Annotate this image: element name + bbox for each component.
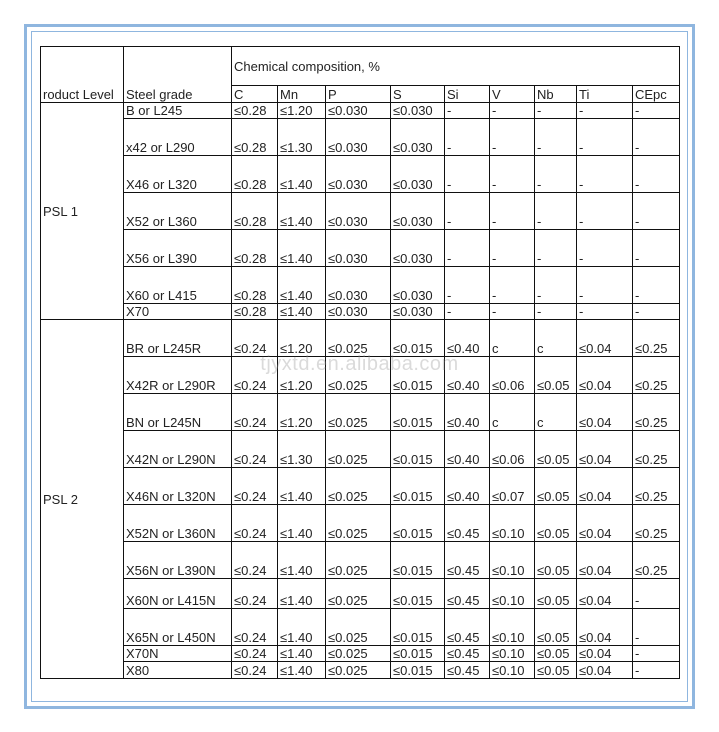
composition-cell-p: ≤0.025 xyxy=(326,394,391,431)
composition-cell-v: c xyxy=(490,320,535,357)
composition-cell-cepc: - xyxy=(633,267,680,304)
composition-cell-p: ≤0.025 xyxy=(326,357,391,394)
composition-cell-c: ≤0.24 xyxy=(232,662,278,679)
watermark: tjyxtd.en.alibaba.com xyxy=(260,353,459,375)
composition-cell-p: ≤0.025 xyxy=(326,468,391,505)
composition-cell-v: - xyxy=(490,156,535,193)
composition-cell-cepc: - xyxy=(633,662,680,679)
composition-cell-s: ≤0.030 xyxy=(391,156,445,193)
composition-cell-mn: ≤1.40 xyxy=(278,542,326,579)
composition-cell-ti: - xyxy=(577,267,633,304)
composition-cell-c: ≤0.24 xyxy=(232,320,278,357)
composition-cell-ti: - xyxy=(577,193,633,230)
composition-cell-nb: - xyxy=(535,156,577,193)
composition-cell-cepc: - xyxy=(633,579,680,609)
composition-cell-v: - xyxy=(490,267,535,304)
composition-cell-c: ≤0.28 xyxy=(232,119,278,156)
composition-cell-s: ≤0.015 xyxy=(391,646,445,662)
steel-grade-cell: X70N xyxy=(124,646,232,662)
composition-cell-v: ≤0.10 xyxy=(490,579,535,609)
composition-cell-si: ≤0.45 xyxy=(445,662,490,679)
composition-cell-mn: ≤1.40 xyxy=(278,505,326,542)
composition-cell-c: ≤0.24 xyxy=(232,357,278,394)
steel-grade-cell: X46N or L320N xyxy=(124,468,232,505)
composition-cell-cepc: - xyxy=(633,119,680,156)
table-row xyxy=(41,119,680,156)
steel-grade-cell: X46 or L320 xyxy=(124,156,232,193)
composition-cell-mn: ≤1.20 xyxy=(278,103,326,119)
composition-cell-nb: ≤0.05 xyxy=(535,579,577,609)
table-row xyxy=(41,320,680,357)
composition-cell-p: ≤0.025 xyxy=(326,320,391,357)
composition-cell-s: ≤0.015 xyxy=(391,320,445,357)
table-row xyxy=(41,609,680,646)
composition-cell-mn: ≤1.30 xyxy=(278,119,326,156)
composition-cell-c: ≤0.28 xyxy=(232,156,278,193)
composition-cell-s: ≤0.030 xyxy=(391,193,445,230)
composition-cell-p: ≤0.025 xyxy=(326,609,391,646)
composition-cell-p: ≤0.025 xyxy=(326,662,391,679)
composition-cell-si: ≤0.40 xyxy=(445,394,490,431)
composition-cell-mn: ≤1.40 xyxy=(278,267,326,304)
composition-cell-cepc: - xyxy=(633,304,680,320)
composition-cell-si: ≤0.45 xyxy=(445,646,490,662)
composition-cell-s: ≤0.015 xyxy=(391,431,445,468)
steel-grade-cell: BR or L245R xyxy=(124,320,232,357)
steel-grade-cell: X42N or L290N xyxy=(124,431,232,468)
table-row xyxy=(41,103,680,119)
composition-cell-s: ≤0.015 xyxy=(391,579,445,609)
steel-grade-cell: BN or L245N xyxy=(124,394,232,431)
composition-cell-nb: - xyxy=(535,267,577,304)
header-row-top xyxy=(41,47,680,86)
composition-cell-p: ≤0.030 xyxy=(326,193,391,230)
composition-cell-mn: ≤1.40 xyxy=(278,579,326,609)
element-header-nb: Nb xyxy=(535,86,577,103)
composition-cell-c: ≤0.24 xyxy=(232,431,278,468)
composition-cell-s: ≤0.015 xyxy=(391,505,445,542)
composition-cell-ti: ≤0.04 xyxy=(577,646,633,662)
composition-cell-nb: ≤0.05 xyxy=(535,431,577,468)
composition-cell-v: ≤0.10 xyxy=(490,542,535,579)
composition-cell-mn: ≤1.30 xyxy=(278,431,326,468)
composition-cell-p: ≤0.025 xyxy=(326,505,391,542)
composition-cell-v: ≤0.10 xyxy=(490,505,535,542)
product-level-header: roduct Level xyxy=(41,47,124,103)
composition-cell-si: - xyxy=(445,267,490,304)
composition-cell-cepc: ≤0.25 xyxy=(633,357,680,394)
composition-cell-v: ≤0.07 xyxy=(490,468,535,505)
composition-cell-v: ≤0.06 xyxy=(490,431,535,468)
composition-cell-ti: ≤0.04 xyxy=(577,468,633,505)
composition-cell-si: ≤0.45 xyxy=(445,579,490,609)
composition-cell-v: - xyxy=(490,193,535,230)
composition-cell-mn: ≤1.40 xyxy=(278,646,326,662)
composition-cell-c: ≤0.24 xyxy=(232,646,278,662)
composition-cell-s: ≤0.030 xyxy=(391,103,445,119)
composition-cell-cepc: - xyxy=(633,156,680,193)
element-header-s: S xyxy=(391,86,445,103)
composition-cell-mn: ≤1.20 xyxy=(278,357,326,394)
composition-cell-mn: ≤1.40 xyxy=(278,193,326,230)
composition-cell-s: ≤0.030 xyxy=(391,230,445,267)
composition-cell-cepc: ≤0.25 xyxy=(633,505,680,542)
element-header-p: P xyxy=(326,86,391,103)
composition-cell-v: ≤0.06 xyxy=(490,357,535,394)
composition-cell-nb: ≤0.05 xyxy=(535,542,577,579)
steel-grade-cell: X60N or L415N xyxy=(124,579,232,609)
composition-cell-v: - xyxy=(490,119,535,156)
composition-cell-s: ≤0.015 xyxy=(391,468,445,505)
composition-cell-c: ≤0.24 xyxy=(232,542,278,579)
composition-cell-si: - xyxy=(445,230,490,267)
composition-cell-mn: ≤1.20 xyxy=(278,320,326,357)
composition-cell-ti: ≤0.04 xyxy=(577,394,633,431)
table-row xyxy=(41,394,680,431)
composition-cell-ti: ≤0.04 xyxy=(577,609,633,646)
composition-cell-v: ≤0.10 xyxy=(490,646,535,662)
composition-cell-mn: ≤1.40 xyxy=(278,662,326,679)
composition-cell-cepc: ≤0.25 xyxy=(633,431,680,468)
composition-cell-c: ≤0.28 xyxy=(232,103,278,119)
composition-cell-c: ≤0.28 xyxy=(232,230,278,267)
composition-cell-cepc: - xyxy=(633,103,680,119)
element-header-ti: Ti xyxy=(577,86,633,103)
steel-grade-cell: X56 or L390 xyxy=(124,230,232,267)
composition-cell-nb: c xyxy=(535,320,577,357)
table-row xyxy=(41,431,680,468)
composition-cell-p: ≤0.030 xyxy=(326,267,391,304)
composition-cell-nb: ≤0.05 xyxy=(535,357,577,394)
table-row xyxy=(41,468,680,505)
steel-grade-cell: B or L245 xyxy=(124,103,232,119)
composition-cell-si: - xyxy=(445,304,490,320)
composition-cell-si: ≤0.45 xyxy=(445,542,490,579)
composition-cell-s: ≤0.030 xyxy=(391,267,445,304)
composition-cell-p: ≤0.025 xyxy=(326,579,391,609)
composition-cell-ti: ≤0.04 xyxy=(577,662,633,679)
composition-cell-c: ≤0.24 xyxy=(232,505,278,542)
composition-cell-cepc: - xyxy=(633,646,680,662)
composition-cell-cepc: ≤0.25 xyxy=(633,320,680,357)
table-row xyxy=(41,646,680,662)
table-row xyxy=(41,357,680,394)
composition-cell-ti: ≤0.04 xyxy=(577,579,633,609)
composition-cell-v: ≤0.10 xyxy=(490,662,535,679)
table-row xyxy=(41,230,680,267)
composition-cell-si: ≤0.45 xyxy=(445,505,490,542)
composition-cell-ti: - xyxy=(577,119,633,156)
composition-cell-si: ≤0.40 xyxy=(445,468,490,505)
composition-cell-ti: ≤0.04 xyxy=(577,320,633,357)
steel-grade-header: Steel grade xyxy=(124,47,232,103)
composition-cell-mn: ≤1.40 xyxy=(278,156,326,193)
composition-cell-c: ≤0.24 xyxy=(232,394,278,431)
composition-cell-si: ≤0.45 xyxy=(445,609,490,646)
composition-cell-v: - xyxy=(490,230,535,267)
composition-cell-nb: c xyxy=(535,394,577,431)
steel-grade-cell: X42R or L290R xyxy=(124,357,232,394)
composition-cell-nb: - xyxy=(535,230,577,267)
table-row xyxy=(41,505,680,542)
table-row xyxy=(41,662,680,679)
composition-cell-nb: - xyxy=(535,103,577,119)
steel-grade-cell: X56N or L390N xyxy=(124,542,232,579)
composition-cell-cepc: - xyxy=(633,230,680,267)
composition-cell-s: ≤0.030 xyxy=(391,304,445,320)
composition-cell-s: ≤0.015 xyxy=(391,609,445,646)
composition-cell-nb: ≤0.05 xyxy=(535,468,577,505)
composition-cell-c: ≤0.28 xyxy=(232,193,278,230)
composition-cell-ti: ≤0.04 xyxy=(577,542,633,579)
composition-cell-ti: - xyxy=(577,304,633,320)
composition-cell-v: ≤0.10 xyxy=(490,609,535,646)
composition-cell-p: ≤0.025 xyxy=(326,542,391,579)
composition-cell-si: ≤0.40 xyxy=(445,357,490,394)
element-header-cepc: CEpc xyxy=(633,86,680,103)
composition-cell-si: - xyxy=(445,119,490,156)
composition-cell-p: ≤0.030 xyxy=(326,304,391,320)
composition-cell-nb: - xyxy=(535,119,577,156)
composition-cell-p: ≤0.030 xyxy=(326,230,391,267)
steel-grade-cell: X80 xyxy=(124,662,232,679)
composition-cell-cepc: ≤0.25 xyxy=(633,542,680,579)
composition-cell-ti: ≤0.04 xyxy=(577,431,633,468)
composition-cell-cepc: - xyxy=(633,609,680,646)
table-row xyxy=(41,156,680,193)
composition-cell-c: ≤0.24 xyxy=(232,468,278,505)
steel-grade-cell: X65N or L450N xyxy=(124,609,232,646)
element-header-si: Si xyxy=(445,86,490,103)
element-header-mn: Mn xyxy=(278,86,326,103)
steel-grade-cell: X52 or L360 xyxy=(124,193,232,230)
composition-cell-nb: ≤0.05 xyxy=(535,505,577,542)
chemical-composition-title: Chemical composition, % xyxy=(232,47,680,86)
chemical-composition-table xyxy=(40,46,680,679)
table-row xyxy=(41,193,680,230)
composition-cell-si: - xyxy=(445,156,490,193)
composition-cell-s: ≤0.015 xyxy=(391,542,445,579)
composition-cell-s: ≤0.015 xyxy=(391,662,445,679)
composition-cell-p: ≤0.025 xyxy=(326,431,391,468)
composition-cell-nb: ≤0.05 xyxy=(535,662,577,679)
composition-cell-ti: ≤0.04 xyxy=(577,357,633,394)
composition-cell-nb: - xyxy=(535,193,577,230)
table-row xyxy=(41,267,680,304)
composition-cell-ti: - xyxy=(577,103,633,119)
table-row xyxy=(41,579,680,609)
composition-cell-c: ≤0.28 xyxy=(232,304,278,320)
composition-cell-s: ≤0.015 xyxy=(391,394,445,431)
composition-cell-c: ≤0.24 xyxy=(232,579,278,609)
composition-cell-c: ≤0.28 xyxy=(232,267,278,304)
composition-cell-p: ≤0.030 xyxy=(326,119,391,156)
composition-cell-nb: ≤0.05 xyxy=(535,646,577,662)
composition-cell-mn: ≤1.40 xyxy=(278,468,326,505)
table-row xyxy=(41,304,680,320)
steel-grade-cell: X60 or L415 xyxy=(124,267,232,304)
composition-cell-ti: - xyxy=(577,230,633,267)
product-level-cell: PSL 1 xyxy=(41,103,124,320)
composition-cell-v: - xyxy=(490,103,535,119)
composition-cell-cepc: ≤0.25 xyxy=(633,394,680,431)
composition-cell-si: - xyxy=(445,103,490,119)
composition-cell-p: ≤0.030 xyxy=(326,103,391,119)
table-row xyxy=(41,542,680,579)
composition-cell-mn: ≤1.20 xyxy=(278,394,326,431)
steel-grade-cell: X52N or L360N xyxy=(124,505,232,542)
composition-cell-mn: ≤1.40 xyxy=(278,609,326,646)
composition-cell-c: ≤0.24 xyxy=(232,609,278,646)
composition-cell-nb: - xyxy=(535,304,577,320)
composition-cell-s: ≤0.030 xyxy=(391,119,445,156)
composition-cell-p: ≤0.025 xyxy=(326,646,391,662)
composition-cell-cepc: ≤0.25 xyxy=(633,468,680,505)
composition-cell-si: ≤0.40 xyxy=(445,431,490,468)
element-header-c: C xyxy=(232,86,278,103)
composition-cell-p: ≤0.030 xyxy=(326,156,391,193)
composition-cell-cepc: - xyxy=(633,193,680,230)
composition-cell-v: - xyxy=(490,304,535,320)
composition-cell-v: c xyxy=(490,394,535,431)
composition-cell-mn: ≤1.40 xyxy=(278,230,326,267)
composition-cell-ti: ≤0.04 xyxy=(577,505,633,542)
composition-cell-si: ≤0.40 xyxy=(445,320,490,357)
composition-cell-ti: - xyxy=(577,156,633,193)
product-level-cell: PSL 2 xyxy=(41,320,124,679)
steel-grade-cell: X70 xyxy=(124,304,232,320)
composition-cell-mn: ≤1.40 xyxy=(278,304,326,320)
composition-cell-s: ≤0.015 xyxy=(391,357,445,394)
steel-grade-cell: x42 or L290 xyxy=(124,119,232,156)
table-body xyxy=(41,47,680,679)
element-header-v: V xyxy=(490,86,535,103)
composition-cell-nb: ≤0.05 xyxy=(535,609,577,646)
composition-cell-si: - xyxy=(445,193,490,230)
